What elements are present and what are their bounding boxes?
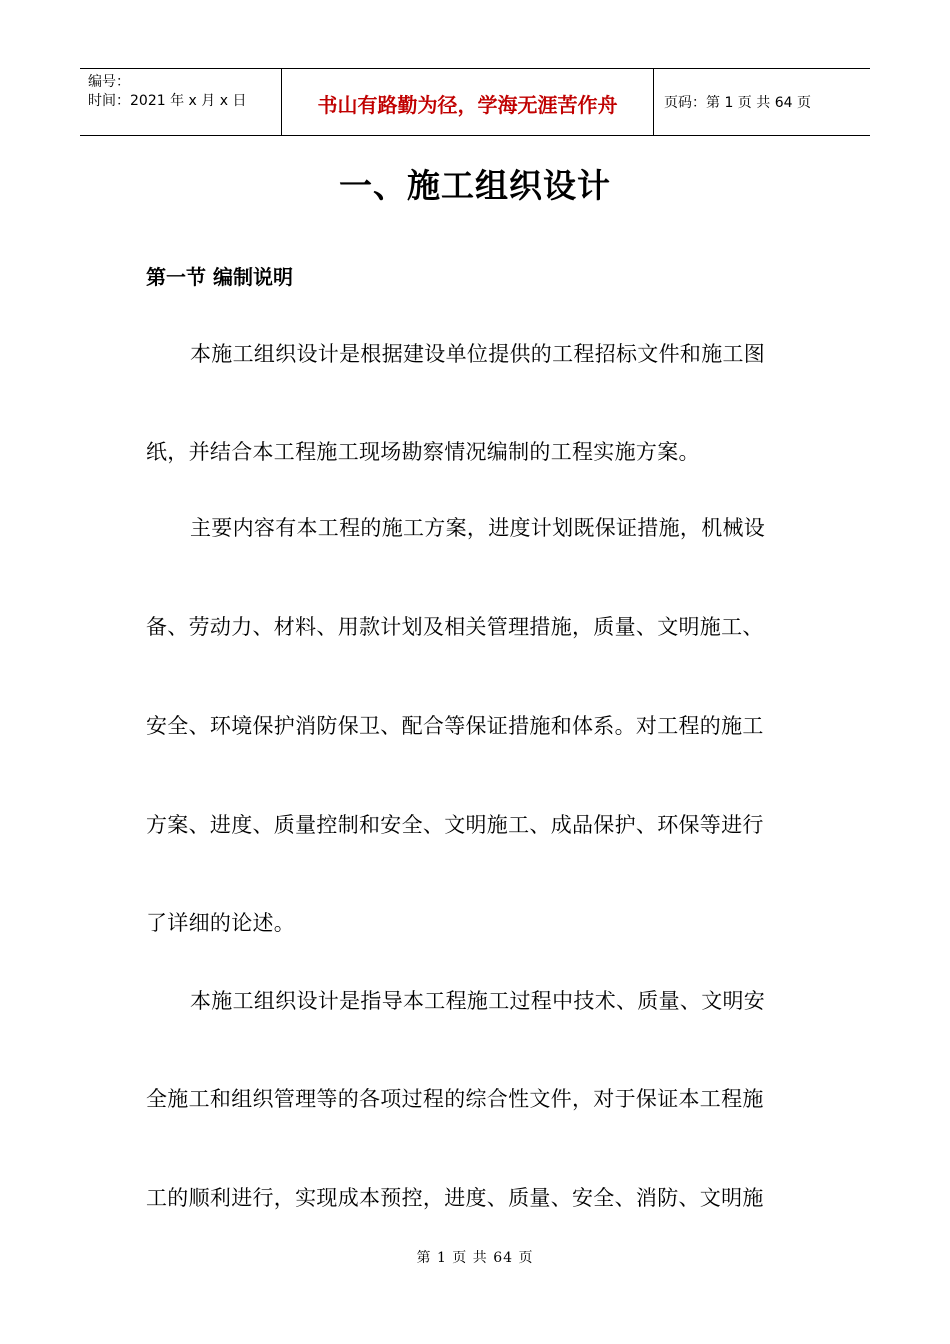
- paragraph-line: 安全、环境保护消防保卫、配合等保证措施和体系。对工程的施工: [146, 714, 764, 738]
- paragraph-line: 了详细的论述。: [146, 911, 296, 935]
- paragraph-line: 纸，并结合本工程施工现场勘察情况编制的工程实施方案。: [146, 440, 700, 464]
- paragraph-line: 全施工和组织管理等的各项过程的综合性文件，对于保证本工程施: [146, 1087, 764, 1111]
- section-heading: 第一节 编制说明: [146, 265, 293, 289]
- header-page-info: 页码：第 1 页 共 64 页: [664, 95, 811, 111]
- header-motto-cell: [282, 69, 654, 135]
- paragraph-line: 方案、进度、质量控制和安全、文明施工、成品保护、环保等进行: [146, 813, 764, 837]
- page-footer: 第 1 页 共 64 页: [416, 1250, 534, 1266]
- document-title: 一、施工组织设计: [339, 166, 611, 205]
- header-meta-cell: [80, 69, 282, 135]
- paragraph-line: 本施工组织设计是根据建设单位提供的工程招标文件和施工图: [190, 342, 766, 366]
- paragraph-line: 本施工组织设计是指导本工程施工过程中技术、质量、文明安: [190, 989, 766, 1013]
- paragraph-line: 备、劳动力、材料、用款计划及相关管理措施，质量、文明施工、: [146, 615, 764, 639]
- paragraph-line: 主要内容有本工程的施工方案，进度计划既保证措施，机械设: [190, 516, 766, 540]
- document-number-label: 编号：: [88, 74, 130, 90]
- header-motto: 书山有路勤为径，学海无涯苦作舟: [317, 92, 618, 117]
- header-page-cell: [654, 69, 870, 135]
- document-header: [80, 68, 870, 136]
- paragraph-line: 工的顺利进行，实现成本预控，进度、质量、安全、消防、文明施: [146, 1186, 764, 1210]
- document-date: 时间：2021 年 x 月 x 日: [88, 93, 247, 109]
